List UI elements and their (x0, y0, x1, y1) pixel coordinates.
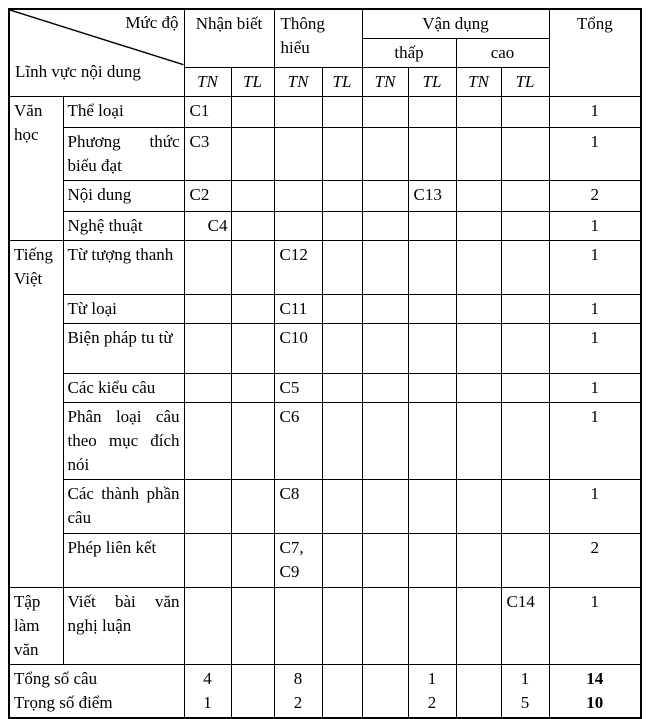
empty-cell (456, 241, 501, 295)
empty-cell (362, 588, 408, 665)
table-row (9, 534, 641, 588)
empty-cell (322, 665, 362, 719)
empty-cell (362, 403, 408, 480)
question-cell: C10 (274, 324, 322, 374)
total-cell: 1 (549, 97, 641, 128)
empty-cell (322, 212, 362, 241)
empty-cell (501, 128, 549, 181)
grand-total-points: 10 (586, 693, 604, 712)
empty-cell (456, 324, 501, 374)
empty-cell (231, 128, 274, 181)
empty-cell (322, 295, 362, 324)
total-cell: 1 (549, 403, 641, 480)
question-cell: C7, C9 (274, 534, 322, 588)
table-row (9, 128, 641, 181)
empty-cell (231, 97, 274, 128)
empty-cell (408, 324, 456, 374)
table-row (9, 241, 641, 295)
header-subcol-vdt-tn: TN (362, 68, 408, 97)
empty-cell (184, 374, 231, 403)
empty-cell (501, 241, 549, 295)
total-cell: 1 (549, 480, 641, 534)
table-row (9, 588, 641, 665)
header-subcol-vdt-tl: TL (408, 68, 456, 97)
empty-cell (456, 403, 501, 480)
table-row (9, 374, 641, 403)
question-cell: C13 (408, 181, 456, 212)
topic-cell: Từ tượng thanh (63, 241, 184, 295)
topic-cell: Từ loại (63, 295, 184, 324)
empty-cell (362, 97, 408, 128)
header-van-dung-thap: thấp (362, 39, 456, 68)
topic-cell: Các kiểu câu (63, 374, 184, 403)
totals-nb-tn-cell (184, 665, 231, 719)
total-questions-value: 4 (203, 669, 212, 688)
total-cell: 1 (549, 374, 641, 403)
header-thong-hieu: Thông hiểu (274, 9, 362, 68)
empty-cell (184, 324, 231, 374)
question-cell: C2 (184, 181, 231, 212)
total-cell: 1 (549, 212, 641, 241)
empty-cell (408, 97, 456, 128)
empty-cell (231, 295, 274, 324)
table-row (9, 324, 641, 374)
totals-grand-cell (549, 665, 641, 719)
total-cell: 1 (549, 324, 641, 374)
empty-cell (322, 181, 362, 212)
empty-cell (501, 403, 549, 480)
header-subcol-nb-tl: TL (231, 68, 274, 97)
header-subcol-nb-tn: TN (184, 68, 231, 97)
total-cell: 2 (549, 534, 641, 588)
header-subcol-th-tn: TN (274, 68, 322, 97)
empty-cell (362, 324, 408, 374)
table-row (9, 295, 641, 324)
empty-cell (456, 295, 501, 324)
total-questions-value: 1 (520, 669, 530, 688)
empty-cell (408, 374, 456, 403)
empty-cell (184, 588, 231, 665)
empty-cell (456, 534, 501, 588)
section-label-van-hoc: Văn học (9, 97, 63, 241)
section-label-tieng-viet: Tiếng Việt (9, 241, 63, 588)
total-cell: 2 (549, 181, 641, 212)
empty-cell (274, 128, 322, 181)
empty-cell (322, 128, 362, 181)
total-cell: 1 (549, 295, 641, 324)
empty-cell (456, 97, 501, 128)
totals-row (9, 665, 641, 719)
header-tong: Tổng (549, 9, 641, 97)
topic-cell: Viết bài văn nghị luận (63, 588, 184, 665)
empty-cell (501, 181, 549, 212)
topic-cell: Phép liên kết (63, 534, 184, 588)
section-label-tap-lam-van: Tập làm văn (9, 588, 63, 665)
empty-cell (456, 212, 501, 241)
totals-th-tn-cell (274, 665, 322, 719)
empty-cell (362, 212, 408, 241)
empty-cell (501, 534, 549, 588)
empty-cell (501, 324, 549, 374)
empty-cell (231, 374, 274, 403)
empty-cell (501, 480, 549, 534)
empty-cell (322, 588, 362, 665)
empty-cell (408, 534, 456, 588)
empty-cell (408, 241, 456, 295)
empty-cell (231, 665, 274, 719)
question-cell: C1 (184, 97, 231, 128)
empty-cell (322, 403, 362, 480)
total-cell: 1 (549, 241, 641, 295)
empty-cell (501, 97, 549, 128)
table-row (9, 97, 641, 128)
empty-cell (456, 588, 501, 665)
exam-matrix-table (8, 8, 642, 719)
total-points-value: 5 (520, 693, 530, 712)
question-cell: C5 (274, 374, 322, 403)
empty-cell (231, 588, 274, 665)
table-row (9, 181, 641, 212)
question-cell: C12 (274, 241, 322, 295)
empty-cell (274, 588, 322, 665)
total-points-value: 1 (203, 693, 212, 712)
corner-label-linh-vuc: Lĩnh vực nội dung (15, 62, 141, 81)
empty-cell (362, 374, 408, 403)
empty-cell (456, 480, 501, 534)
empty-cell (456, 128, 501, 181)
empty-cell (362, 128, 408, 181)
topic-cell: Phân loại câu theo mục đích nói (63, 403, 184, 480)
empty-cell (322, 534, 362, 588)
empty-cell (408, 480, 456, 534)
empty-cell (362, 241, 408, 295)
empty-cell (322, 241, 362, 295)
empty-cell (274, 97, 322, 128)
header-nhan-biet: Nhận biết (184, 9, 274, 68)
totals-vdt-tl-cell (408, 665, 456, 719)
empty-cell (408, 212, 456, 241)
corner-label-muc-do: Mức độ (125, 13, 179, 32)
empty-cell (362, 480, 408, 534)
empty-cell (184, 403, 231, 480)
totals-label-so-cau: Tổng số câu (14, 669, 98, 688)
question-cell: C14 (501, 588, 549, 665)
topic-cell: Biện pháp tu từ (63, 324, 184, 374)
empty-cell (408, 128, 456, 181)
empty-cell (274, 212, 322, 241)
question-cell: C4 (184, 212, 231, 241)
empty-cell (501, 374, 549, 403)
header-subcol-th-tl: TL (322, 68, 362, 97)
total-points-value: 2 (427, 693, 437, 712)
corner-header-cell (9, 9, 184, 97)
totals-vdc-tl-cell (501, 665, 549, 719)
topic-cell: Các thành phần câu (63, 480, 184, 534)
empty-cell (322, 374, 362, 403)
table-row (9, 480, 641, 534)
empty-cell (231, 212, 274, 241)
total-points-value: 2 (293, 693, 303, 712)
empty-cell (231, 324, 274, 374)
empty-cell (184, 534, 231, 588)
empty-cell (231, 480, 274, 534)
empty-cell (501, 295, 549, 324)
empty-cell (184, 241, 231, 295)
empty-cell (456, 374, 501, 403)
empty-cell (322, 324, 362, 374)
totals-labels-cell (9, 665, 184, 719)
empty-cell (231, 403, 274, 480)
empty-cell (231, 181, 274, 212)
question-cell: C11 (274, 295, 322, 324)
empty-cell (322, 480, 362, 534)
total-cell: 1 (549, 588, 641, 665)
empty-cell (322, 97, 362, 128)
total-questions-value: 8 (293, 669, 303, 688)
header-subcol-vdc-tn: TN (456, 68, 501, 97)
empty-cell (408, 403, 456, 480)
topic-cell: Nghệ thuật (63, 212, 184, 241)
empty-cell (231, 534, 274, 588)
total-cell: 1 (549, 128, 641, 181)
empty-cell (362, 295, 408, 324)
header-van-dung: Vận dụng (362, 9, 549, 39)
empty-cell (362, 534, 408, 588)
grand-total-questions: 14 (586, 669, 604, 688)
empty-cell (456, 665, 501, 719)
empty-cell (184, 480, 231, 534)
question-cell: C8 (274, 480, 322, 534)
question-cell: C6 (274, 403, 322, 480)
question-cell: C3 (184, 128, 231, 181)
empty-cell (362, 665, 408, 719)
header-van-dung-cao: cao (456, 39, 549, 68)
total-questions-value: 1 (427, 669, 437, 688)
empty-cell (231, 241, 274, 295)
header-subcol-vdc-tl: TL (501, 68, 549, 97)
empty-cell (274, 181, 322, 212)
empty-cell (456, 181, 501, 212)
empty-cell (408, 295, 456, 324)
empty-cell (408, 588, 456, 665)
topic-cell: Phương thức biểu đạt (63, 128, 184, 181)
table-row (9, 403, 641, 480)
empty-cell (501, 212, 549, 241)
totals-label-so-diem: Trọng số điểm (14, 693, 113, 712)
empty-cell (362, 181, 408, 212)
table-row (9, 212, 641, 241)
empty-cell (184, 295, 231, 324)
topic-cell: Thể loại (63, 97, 184, 128)
topic-cell: Nội dung (63, 181, 184, 212)
